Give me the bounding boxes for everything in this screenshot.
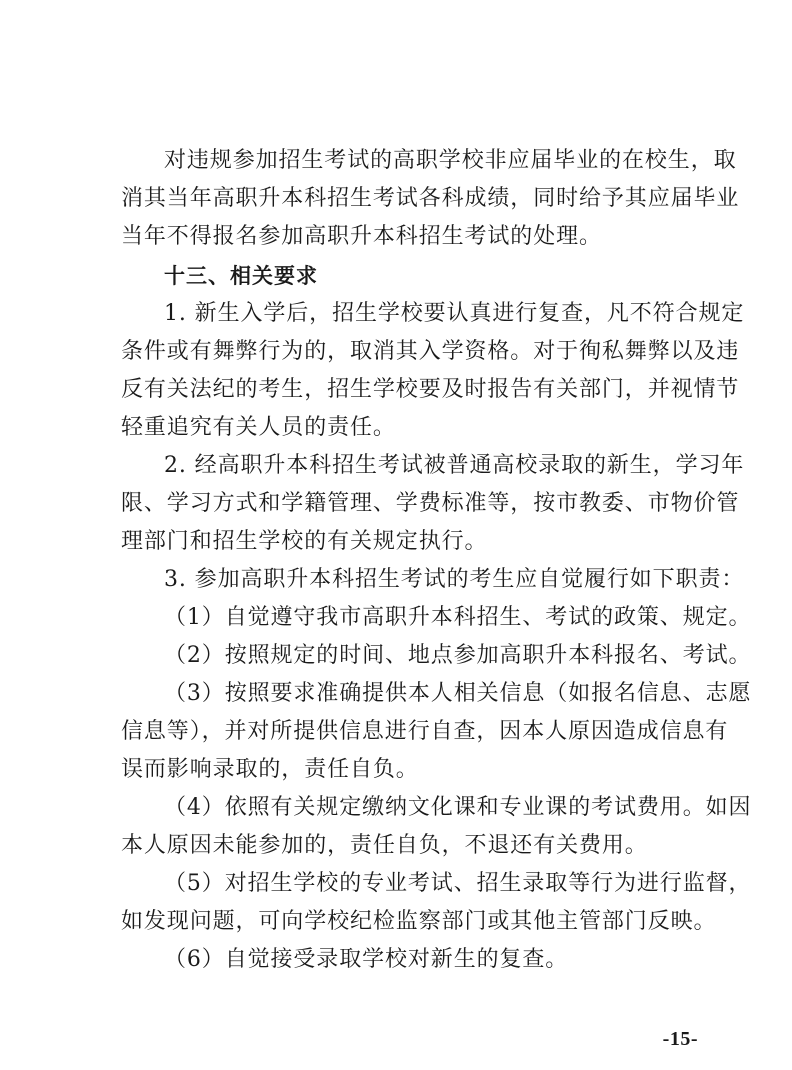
- paragraph-line: 3. 参加高职升本科招生考试的考生应自觉履行如下职责：: [164, 567, 745, 592]
- list-item-line: 本人原因未能参加的，责任自负，不退还有关费用。: [121, 833, 648, 858]
- paragraph-line: 对违规参加招生考试的高职学校非应届毕业的在校生，取: [164, 148, 737, 173]
- paragraph-line: 限、学习方式和学籍管理、学费标准等，按市教委、市物价管: [121, 491, 740, 516]
- paragraph-line: 1. 新生入学后，招生学校要认真进行复查，凡不符合规定: [164, 301, 745, 326]
- list-item-line: （6）自觉接受录取学校对新生的复查。: [164, 947, 569, 972]
- list-item-line: （5）对招生学校的专业考试、招生录取等行为进行监督，: [164, 871, 752, 896]
- paragraph-line: 2. 经高职升本科招生考试被普通高校录取的新生，学习年: [164, 453, 745, 478]
- list-item-line: 误而影响录取的，责任自负。: [121, 757, 419, 782]
- paragraph-line: 消其当年高职升本科招生考试各科成绩，同时给予其应届毕业: [121, 186, 740, 211]
- paragraph-line: 当年不得报名参加高职升本科招生考试的处理。: [121, 224, 602, 249]
- page-number: -15-: [662, 1028, 698, 1050]
- list-item-line: 如发现问题，可向学校纪检监察部门或其他主管部门反映。: [121, 909, 717, 934]
- list-item-line: 信息等），并对所提供信息进行自查，因本人原因造成信息有: [121, 719, 729, 744]
- list-item-line: （4）依照有关规定缴纳文化课和专业课的考试费用。如因: [164, 795, 752, 820]
- section-heading: 十三、相关要求: [164, 264, 318, 288]
- paragraph-line: 理部门和招生学校的有关规定执行。: [121, 529, 488, 554]
- paragraph-line: 反有关法纪的考生，招生学校要及时报告有关部门，并视情节: [121, 377, 740, 402]
- list-item-line: （2）按照规定的时间、地点参加高职升本科报名、考试。: [164, 643, 752, 668]
- list-item-line: （3）按照要求准确提供本人相关信息（如报名信息、志愿: [164, 681, 752, 706]
- list-item-line: （1）自觉遵守我市高职升本科招生、考试的政策、规定。: [164, 605, 752, 630]
- paragraph-line: 条件或有舞弊行为的，取消其入学资格。对于徇私舞弊以及违: [121, 339, 740, 364]
- paragraph-line: 轻重追究有关人员的责任。: [121, 415, 396, 440]
